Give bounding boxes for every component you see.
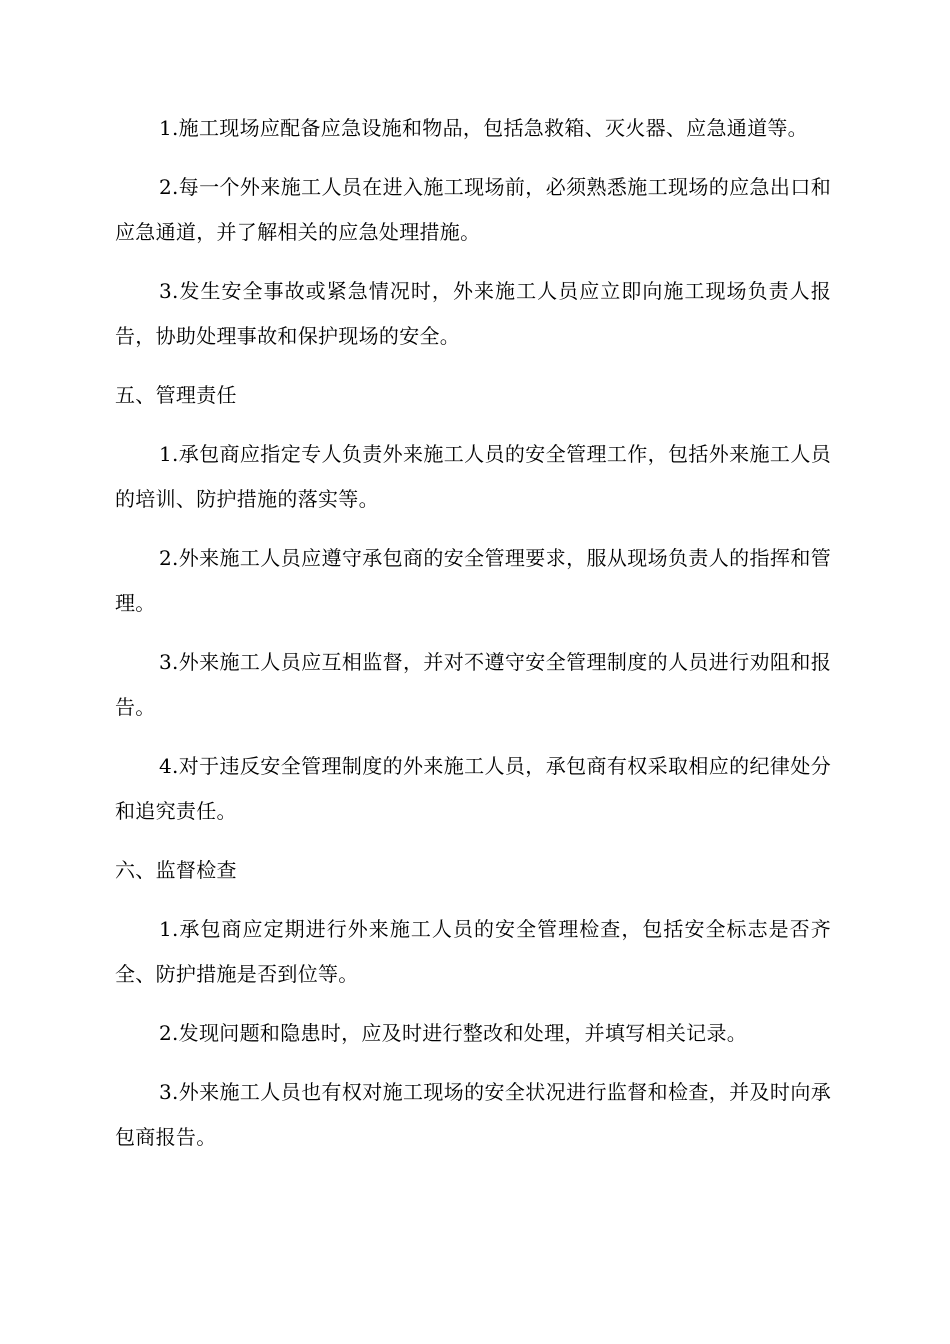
section5-item-4: 4.对于违反安全管理制度的外来施工人员，承包商有权采取相应的纪律处分和追究责任。 [115,754,831,823]
section6-item-2: 2.发现问题和隐患时，应及时进行整改和处理，并填写相关记录。 [159,1021,748,1045]
section4-item-1: 1.施工现场应配备应急设施和物品，包括急救箱、灭火器、应急通道等。 [159,116,808,140]
section5-item-2: 2.外来施工人员应遵守承包商的安全管理要求，服从现场负责人的指挥和管理。 [115,546,831,615]
section5-item-3: 3.外来施工人员应互相监督，并对不遵守安全管理制度的人员进行劝阻和报告。 [115,650,831,719]
section4-item-2: 2.每一个外来施工人员在进入施工现场前，必须熟悉施工现场的应急出口和应急通道，并了解相关的应急处理措施。 [115,175,831,244]
section6-heading: 六、监督检查 [115,858,237,882]
section6-item-3: 3.外来施工人员也有权对施工现场的安全状况进行监督和检查，并及时向承包商报告。 [115,1080,831,1149]
section5-item-1: 1.承包商应指定专人负责外来施工人员的安全管理工作，包括外来施工人员的培训、防护措施的落实等。 [115,442,831,511]
section5-heading: 五、管理责任 [115,383,237,407]
document-page [115,106,831,1174]
section6-item-1: 1.承包商应定期进行外来施工人员的安全管理检查，包括安全标志是否齐全、防护措施是否到位等。 [115,917,831,986]
section4-item-3: 3.发生安全事故或紧急情况时，外来施工人员应立即向施工现场负责人报告，协助处理事故和保护现场的安全。 [115,279,831,348]
